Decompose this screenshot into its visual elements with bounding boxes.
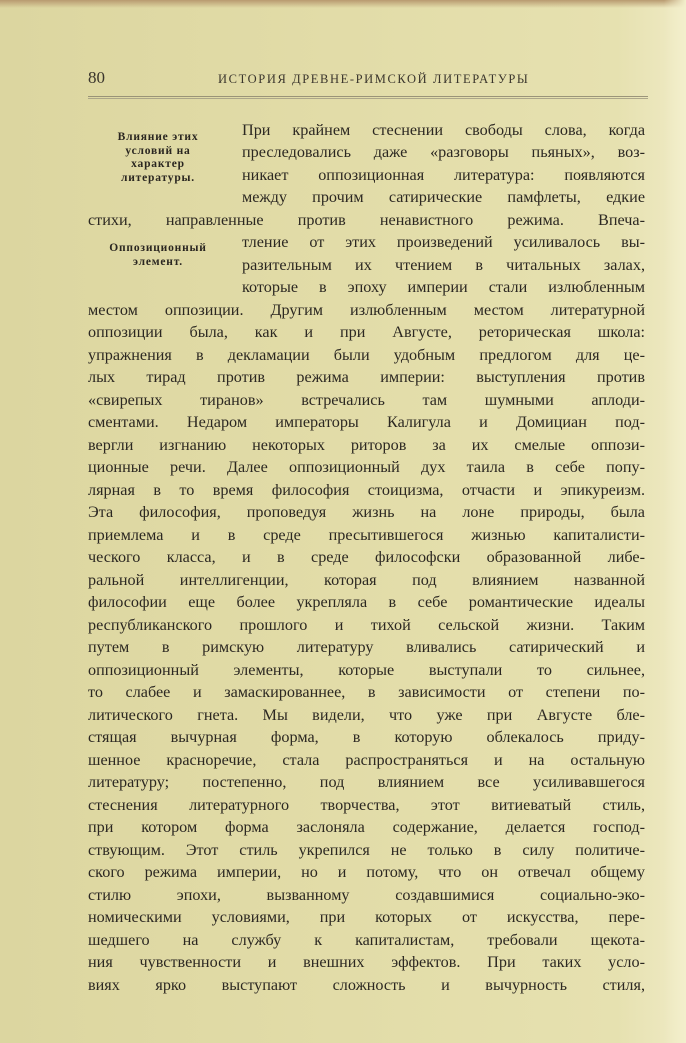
text-line: разительным их чтением в читальных залах, — [242, 256, 645, 274]
page-right-edge — [664, 0, 686, 1043]
margin-note-line: литературы. — [121, 171, 195, 184]
margin-note-line: элемент. — [133, 255, 183, 268]
text-line: шедшего на службу к капиталистам, требовали щекота- — [88, 931, 645, 949]
text-line: преследовались даже «разговоры пьяных», воз- — [242, 143, 645, 161]
text-line: то слабее и замаскированнее, в зависимости от степени по- — [88, 683, 645, 701]
text-line: при котором форма заслоняла содержание, делается господ- — [88, 818, 645, 836]
text-line: республиканского прошлого и тихой сельской жизни. Таким — [88, 616, 645, 634]
text-line: «свирепых тиранов» встречались там шумными аплоди- — [88, 391, 645, 409]
margin-note-influence — [88, 131, 228, 185]
text-line: никает оппозиционная литература: появляются — [242, 166, 645, 184]
text-line: лых тирад против режима империи: выступления против — [88, 368, 645, 386]
header-rule — [88, 96, 648, 99]
text-line: ционные речи. Далее оппозиционный дух таила в себе попу- — [88, 458, 645, 476]
text-line: ческого класса, и в среде философски образованной либе- — [88, 548, 645, 566]
text-line: упражнения в декламации были удобным предлогом для це- — [88, 346, 645, 364]
text-line: местом оппозиции. Другим излюбленным местом литературной — [88, 301, 645, 319]
text-line: сментами. Недаром императоры Калигула и Домициан под- — [88, 413, 645, 431]
text-line: ния чувственности и внешних эффектов. При таких усло- — [88, 953, 645, 971]
text-line: стящая вычурная форма, в которую облекалось приду- — [88, 728, 645, 746]
text-line: литического гнета. Мы видели, что уже при Августе бле- — [88, 706, 645, 724]
margin-note-line: условий на — [125, 144, 191, 157]
text-line: вергли изгнанию некоторых риторов за их смелые оппози- — [88, 436, 645, 454]
page-top-edge-shadow — [0, 0, 686, 8]
text-line: философии еще более укрепляла в себе романтические идеалы — [88, 593, 645, 611]
text-line: лярная в то время философия стоицизма, отчасти и эпикуреизм. — [88, 481, 645, 499]
margin-note-line: Влияние этих — [117, 131, 199, 143]
running-title: ИСТОРИЯ ДРЕВНЕ-РИМСКОЙ ЛИТЕРАТУРЫ — [218, 72, 530, 86]
margin-note-line: Оппозиционный — [109, 242, 207, 254]
text-line: литературу; постепенно, под влиянием все усиливавшегося — [88, 773, 645, 791]
text-line: между прочим сатирические памфлеты, едкие — [242, 188, 645, 206]
text-line: оппозиционный элементы, которые выступали то сильнее, — [88, 661, 645, 679]
text-line: оппозиции была, как и при Августе, реторическая школа: — [88, 323, 645, 341]
text-line: стилю эпохи, вызванному создавшимися социально-эко- — [88, 886, 645, 904]
text-line: стихи, направленные против ненавистного режима. Впеча- — [88, 211, 645, 229]
margin-note-opposition — [88, 242, 228, 269]
text-line: тление от этих произведений усиливалось вы- — [242, 233, 645, 251]
running-head — [88, 68, 645, 92]
text-line: шенное красноречие, стала распространяться и на остальную — [88, 751, 645, 769]
text-line: ствующим. Этот стиль укрепился не только в силу политиче- — [88, 841, 645, 859]
text-line: приемлема и в среде пресытившегося жизнью капиталисти- — [88, 526, 645, 544]
text-line: При крайнем стеснении свободы слова, когда — [242, 121, 645, 139]
text-line: виях ярко выступают сложность и вычурность стиля, — [88, 976, 645, 994]
text-line: стеснения литературного творчества, этот витиеватый стиль, — [88, 796, 645, 814]
margin-note-line: характер — [131, 158, 185, 170]
text-line: ского режима империи, но и потому, что он отвечал общему — [88, 863, 645, 881]
text-line: ральной интеллигенции, которая под влиянием названной — [88, 571, 645, 589]
page-number: 80 — [88, 68, 105, 87]
text-line: путем в римскую литературу вливались сатирический и — [88, 638, 645, 656]
text-line: Эта философия, проповедуя жизнь на лоне природы, была — [88, 503, 645, 521]
text-line: которые в эпоху империи стали излюбленным — [242, 278, 645, 296]
text-line: номическими условиями, при которых от искусства, пере- — [88, 908, 645, 926]
